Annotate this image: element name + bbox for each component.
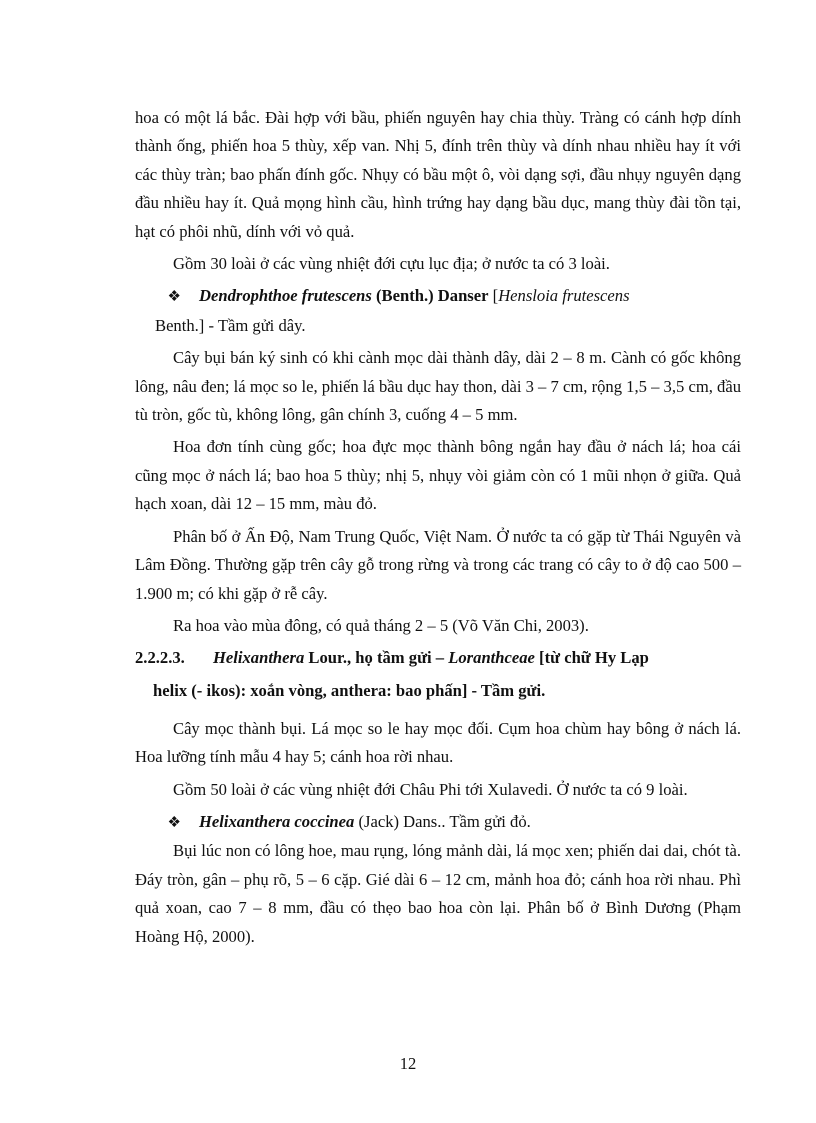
- section-heading-cont: helix (- ikos): xoắn vòng, anthera: bao phấn] - Tầm gửi.: [153, 680, 546, 700]
- species-author: (Benth.) Danser: [376, 286, 489, 306]
- species-heading-dendrophthoe: ❖ Dendrophthoe frutescens (Benth.) Danser [Hensloia frutescens: [135, 282, 741, 311]
- paragraph-genus-description: Cây mọc thành bụi. Lá mọc so le hay mọc đối. Cụm hoa chùm hay bông ở nách lá. Hoa lưỡng tính mẫu 4 hay 5; cánh hoa rời nhau.: [135, 718, 741, 767]
- species-synonym: Hensloia frutescens: [498, 286, 630, 306]
- paragraph-morphology: Cây bụi bán ký sinh có khi cành mọc dài thành dây, dài 2 – 8 m. Cành có gốc không lông, nâu đen; lá mọc so le, phiến lá bầu dục hay thon, dài 3 – 7 cm, rộng 1,5 – 3,5 cm, đầu tù tròn, gốc tù, không lông, gân chính 3, cuống 4 – 5 mm.: [135, 348, 741, 425]
- species-name: Dendrophthoe frutescens: [199, 286, 372, 306]
- species-heading-helixanthera: ❖ Helixanthera coccinea (Jack) Dans.. Tầm gửi đỏ.: [135, 808, 741, 837]
- section-heading: 2.2.2.3. Helixanthera Lour., họ tầm gửi – Loranthceae [từ chữ Hy Lạp: [135, 644, 741, 672]
- species-name: Helixanthera coccinea: [199, 811, 355, 831]
- diamond-bullet-icon: ❖: [167, 289, 181, 306]
- section-family: Loranthceae: [448, 648, 535, 668]
- paragraph-flowers: Hoa đơn tính cùng gốc; hoa đực mọc thành bông ngắn hay đầu ở nách lá; hoa cái cũng mọc ở nách lá; bao hoa 5 thùy; nhị 5, nhụy vòi giảm còn có 1 mũi nhọn ở giữa. Quả hạch xoan, dài 12 – 15 mm, màu đỏ.: [135, 437, 741, 514]
- species-heading-cont: Benth.] - Tầm gửi dây.: [155, 315, 306, 335]
- page-number: 12: [399, 1054, 417, 1073]
- section-genus: Helixanthera: [213, 648, 305, 668]
- section-number: 2.2.2.3.: [135, 648, 185, 668]
- paragraph-flowering: Ra hoa vào mùa đông, có quả tháng 2 – 5 (Võ Văn Chi, 2003).: [173, 615, 589, 635]
- paragraph-genus-count: Gồm 50 loài ở các vùng nhiệt đới Châu Phi tới Xulavedi. Ở nước ta có 9 loài.: [173, 779, 688, 799]
- paragraph-species-count: Gồm 30 loài ở các vùng nhiệt đới cựu lục địa; ở nước ta có 3 loài.: [173, 254, 610, 274]
- diamond-bullet-icon: ❖: [167, 814, 181, 831]
- paragraph-distribution: Phân bố ở Ấn Độ, Nam Trung Quốc, Việt Nam. Ở nước ta có gặp từ Thái Nguyên và Lâm Đồng. Thường gặp trên cây gỗ trong rừng và trong các trang có cây to ở độ cao 500 – 1.900 m; có khi gặp ở rễ cây.: [135, 526, 741, 603]
- paragraph-family-description: hoa có một lá bắc. Đài hợp với bầu, phiến nguyên hay chia thùy. Tràng có cánh hợp dính thành ống, phiến hoa 5 thùy, xếp van. Nhị 5, đính trên thùy và dính nhau nhiều hay ít với các thùy tràn; bao phấn đính gốc. Nhụy có bầu một ô, vòi dạng sợi, đầu nhụy nguyên dạng đầu nhiều hay ít. Quả mọng hình cầu, hình trứng hay dạng bầu dục, mang thùy đài tồn tại, hạt có phôi nhũ, dính với vỏ quả.: [135, 108, 741, 241]
- paragraph-species-description: Bụi lúc non có lông hoe, mau rụng, lóng mảnh dài, lá mọc xen; phiến dai dai, chót tà. Đáy tròn, gân – phụ rõ, 5 – 6 cặp. Gié dài 6 – 12 cm, mảnh hoa đỏ; cánh hoa rời nhau. Phì quả xoan, cao 7 – 8 mm, đầu có thẹo bao hoa còn lại. Phân bố ở Bình Dương (Phạm Hoàng Hộ, 2000).: [135, 841, 741, 946]
- page-body: [135, 104, 741, 955]
